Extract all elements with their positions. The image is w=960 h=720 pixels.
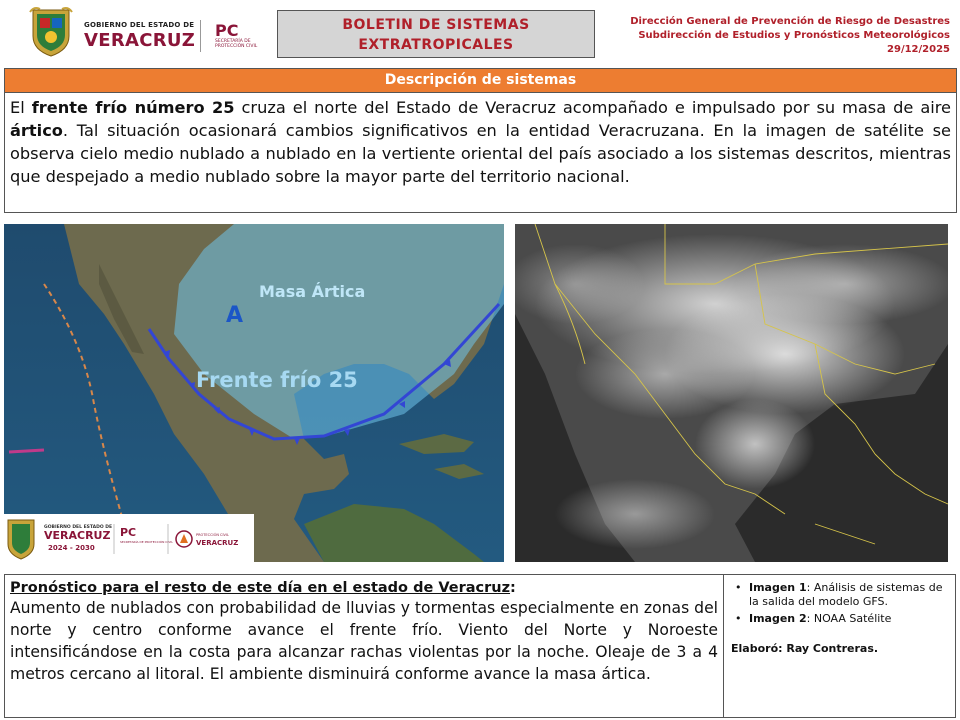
map-footer-pc: PC (120, 526, 137, 539)
pc-logo-text: PC (215, 21, 239, 40)
desc-bold-arctic: ártico (10, 121, 63, 140)
organization-info (630, 15, 950, 57)
bulletin-title-box (277, 10, 595, 58)
note-image1 (731, 581, 949, 609)
map-footer-years: 2024 - 2030 (48, 544, 95, 552)
description-paragraph (5, 93, 956, 188)
forecast-title-colon: : (510, 580, 516, 596)
note-image2-label: Imagen 2 (749, 612, 807, 625)
map-logo-strip (4, 514, 254, 562)
org-direction: Dirección General de Prevención de Riesgo de Desastres (630, 16, 950, 27)
header (0, 0, 960, 64)
forecast-table (4, 574, 956, 718)
note-image2-text: : NOAA Satélite (806, 612, 892, 625)
arctic-air-mass-label: Masa Ártica (259, 282, 366, 301)
note-image1-label: Imagen 1 (749, 581, 807, 594)
logo-divider (200, 20, 201, 52)
author-credit: Elaboró: Ray Contreras. (731, 642, 879, 655)
map-footer-gov-small: GOBIERNO DEL ESTADO DE (44, 525, 113, 530)
desc-text-part: . Tal situación ocasionará cambios significativos en la entidad Veracruzana. En la imagen de satélite se observa cielo medio nublado a nublado en la vertiente oriental del país asociado a los sistemas descritos, mientras que despejado a medio nublado sobre la mayor parte del territorio nacional. (10, 121, 951, 186)
front-label: Frente frío 25 (196, 368, 358, 392)
bulletin-date: 29/12/2025 (887, 44, 950, 55)
forecast-cell (5, 575, 724, 717)
image-notes-list (731, 581, 949, 626)
forecast-title-row (10, 579, 718, 597)
desc-text-part: cruza el norte del Estado de Veracruz acompañado e impulsado por su masa de aire (234, 98, 952, 117)
org-subdirection: Subdirección de Estudios y Pronósticos Meteorológicos (638, 30, 950, 41)
image-notes-cell (725, 575, 955, 717)
bulletin-title-line2: EXTRATROPICALES (358, 37, 514, 53)
desc-text-part: El (10, 98, 32, 117)
bulletin-title-line1: BOLETIN DE SISTEMAS (342, 17, 530, 33)
systems-description-section (4, 68, 957, 213)
section-heading: Descripción de sistemas (5, 69, 956, 93)
map-footer-pc2-big: VERACRUZ (196, 539, 239, 547)
gov-small-text: GOBIERNO DEL ESTADO DE (84, 21, 195, 29)
gfs-analysis-map (4, 224, 504, 562)
note-image1-text: : Análisis de sistemas de la salida del modelo GFS. (749, 581, 943, 608)
forecast-title: Pronóstico para el resto de este día en el estado de Veracruz (10, 580, 511, 596)
veracruz-government-logo (28, 6, 278, 58)
map-footer-pc2-small: PROTECCIÓN CIVIL (196, 533, 229, 537)
veracruz-shield-icon (28, 6, 74, 58)
gov-state-name: VERACRUZ (84, 30, 196, 51)
map-footer-gov-big: VERACRUZ (44, 529, 111, 542)
note-image2 (731, 612, 949, 626)
map-footer-pc-small: SECRETARÍA DE PROTECCIÓN CIVIL (120, 540, 173, 544)
forecast-text: Aumento de nublados con probabilidad de lluvias y tormentas especialmente en zonas del norte y centro conforme avance el frente frío. Viento del Norte y Noroeste intensificándose en la costa para alcanzar rachas violentas por la noche. Oleaje de 3 a 4 metros cercano al litoral. El ambiente disminuirá conforme avance la masa ártica. (10, 599, 718, 683)
noaa-satellite-image (515, 224, 948, 562)
pc-subtitle: SECRETARÍA DE PROTECCIÓN CIVIL (215, 39, 258, 49)
desc-bold-front: frente frío número 25 (31, 98, 235, 117)
high-pressure-marker: A (226, 303, 244, 328)
